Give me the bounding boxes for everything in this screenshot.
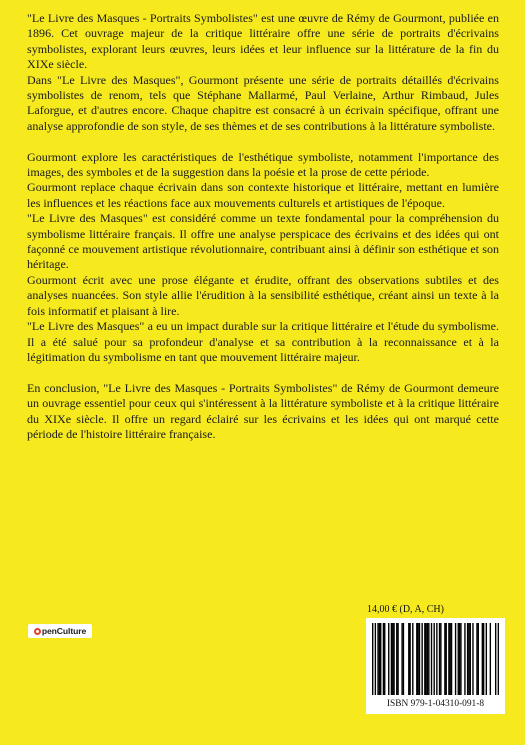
barcode-bar bbox=[486, 623, 487, 695]
barcode-bar bbox=[490, 623, 491, 695]
barcode-bar bbox=[458, 623, 459, 695]
barcode-bar bbox=[428, 623, 429, 695]
barcode-bar bbox=[388, 623, 389, 695]
barcode-bar bbox=[384, 623, 385, 695]
barcode-bar bbox=[450, 623, 451, 695]
summary-paragraph-7: "Le Livre des Masques" a eu un impact durable sur la critique littéraire et l'étude du symbolisme. Il a été salué pour sa profondeur d'analyse et sa contribution à la reconnaissance et à la légitimation du symbolisme en tant que mouvement littéraire majeur. bbox=[27, 319, 499, 364]
barcode-bar bbox=[431, 623, 432, 695]
barcode-bar bbox=[416, 623, 417, 695]
barcode-bar bbox=[468, 623, 469, 695]
barcode-bar bbox=[459, 623, 460, 695]
barcode-bar bbox=[448, 623, 449, 695]
barcode-bar bbox=[478, 623, 479, 695]
barcode-bar bbox=[498, 623, 499, 695]
price-label: 14,00 € (D, A, CH) bbox=[367, 604, 444, 615]
barcode-bar bbox=[460, 623, 461, 695]
barcode-bar bbox=[424, 623, 425, 695]
barcode-bar bbox=[455, 623, 456, 695]
barcode-bar bbox=[380, 623, 381, 695]
barcode-bar bbox=[419, 623, 420, 695]
summary-paragraph-3: Gourmont explore les caractéristiques de l'esthétique symboliste, notamment l'importance des images, des symboles et de la suggestion dans la poésie et la prose de cette période. bbox=[27, 149, 499, 180]
barcode-bar bbox=[446, 623, 447, 695]
barcode-bar bbox=[396, 623, 397, 695]
barcode-bar bbox=[401, 623, 402, 695]
barcode-bar bbox=[436, 623, 437, 695]
publisher-logo-suffix: Culture bbox=[56, 626, 87, 636]
barcode-bar bbox=[421, 623, 422, 695]
summary-paragraph-2: Dans "Le Livre des Masques", Gourmont présente une série de portraits détaillés d'écrivains symbolistes de renom, tels que Stéphane Mallarmé, Paul Verlaine, Arthur Rimbaud, Jules Laforgue, et d'autres encore. Chaque chapitre est consacré à un écrivain spécifique, offrant une analyse approfondie de son style, de ses thèmes et de ses contributions à la littérature symboliste. bbox=[27, 72, 499, 133]
barcode-box bbox=[366, 618, 505, 714]
barcode-bar bbox=[440, 623, 441, 695]
barcode-bar bbox=[375, 623, 376, 695]
publisher-logo bbox=[28, 624, 92, 638]
barcode-bar bbox=[383, 623, 384, 695]
barcode-bar bbox=[391, 623, 392, 695]
barcode-bar bbox=[444, 623, 445, 695]
summary-paragraph-1: "Le Livre des Masques - Portraits Symbolistes" est une œuvre de Rémy de Gourmont, publiée en 1896. Cet ouvrage majeur de la critique littéraire offre une série de portraits d'écrivains symbolistes, explorant leurs œuvres, leurs idées et leur influence sur la littérature de la fin du XIXe siècle. bbox=[27, 11, 499, 72]
barcode-bar bbox=[476, 623, 477, 695]
summary-paragraph-5: "Le Livre des Masques" est considéré comme un texte fondamental pour la compréhension du symbolisme littéraire français. Il offre une analyse perspicace des écrivains et des idées qui ont façonné ce mouvement artistique révolutionnaire, contribuant ainsi à définir son esthétique et son héritage. bbox=[27, 211, 499, 272]
summary-paragraph-4: Gourmont replace chaque écrivain dans son contexte historique et littéraire, mettant en lumière les influences et les réactions face aux mouvements culturels et artistiques de l'époque. bbox=[27, 180, 499, 210]
barcode-bar bbox=[417, 623, 418, 695]
barcode-bar bbox=[403, 623, 404, 695]
publisher-logo-prefix: pen bbox=[41, 626, 57, 636]
barcode-bar bbox=[483, 623, 484, 695]
summary-text bbox=[27, 11, 499, 442]
barcode-bar bbox=[495, 623, 496, 695]
barcode-bar bbox=[372, 623, 373, 695]
barcode-bar bbox=[409, 623, 410, 695]
barcode-bar bbox=[470, 623, 471, 695]
barcode-bar bbox=[439, 623, 440, 695]
barcode-bar bbox=[467, 623, 468, 695]
barcode-icon bbox=[372, 623, 499, 695]
summary-paragraph-8: En conclusion, "Le Livre des Masques - Portraits Symbolistes" de Rémy de Gourmont demeure un ouvrage essentiel pour ceux qui s'intéressent à la littérature symboliste et à la critique littéraire du XIXe siècle. Il offre un regard éclairé sur les écrivains et les idées qui ont marqué cette période de l'histoire littéraire française. bbox=[27, 380, 499, 441]
barcode-bar bbox=[427, 623, 428, 695]
barcode-bar bbox=[433, 623, 434, 695]
barcode-bar bbox=[464, 623, 465, 695]
barcode-bar bbox=[451, 623, 452, 695]
barcode-bar bbox=[392, 623, 393, 695]
barcode-bar bbox=[482, 623, 483, 695]
summary-paragraph-6: Gourmont écrit avec une prose élégante et érudite, offrant des observations subtiles et des analyses nuancées. Son style allie l'érudition à la sensibilité esthétique, créant ainsi un texte à la fois informatif et plaisant à lire. bbox=[27, 272, 499, 318]
barcode-bar bbox=[379, 623, 380, 695]
isbn-label: ISBN 979-1-04310-091-8 bbox=[386, 699, 485, 709]
barcode-bar bbox=[393, 623, 394, 695]
barcode-bar bbox=[412, 623, 413, 695]
barcode-bar bbox=[397, 623, 398, 695]
barcode-bar bbox=[377, 623, 378, 695]
barcode-bar bbox=[408, 623, 409, 695]
barcode-bar bbox=[425, 623, 426, 695]
barcode-bar bbox=[472, 623, 473, 695]
o-ring-icon bbox=[34, 628, 41, 635]
